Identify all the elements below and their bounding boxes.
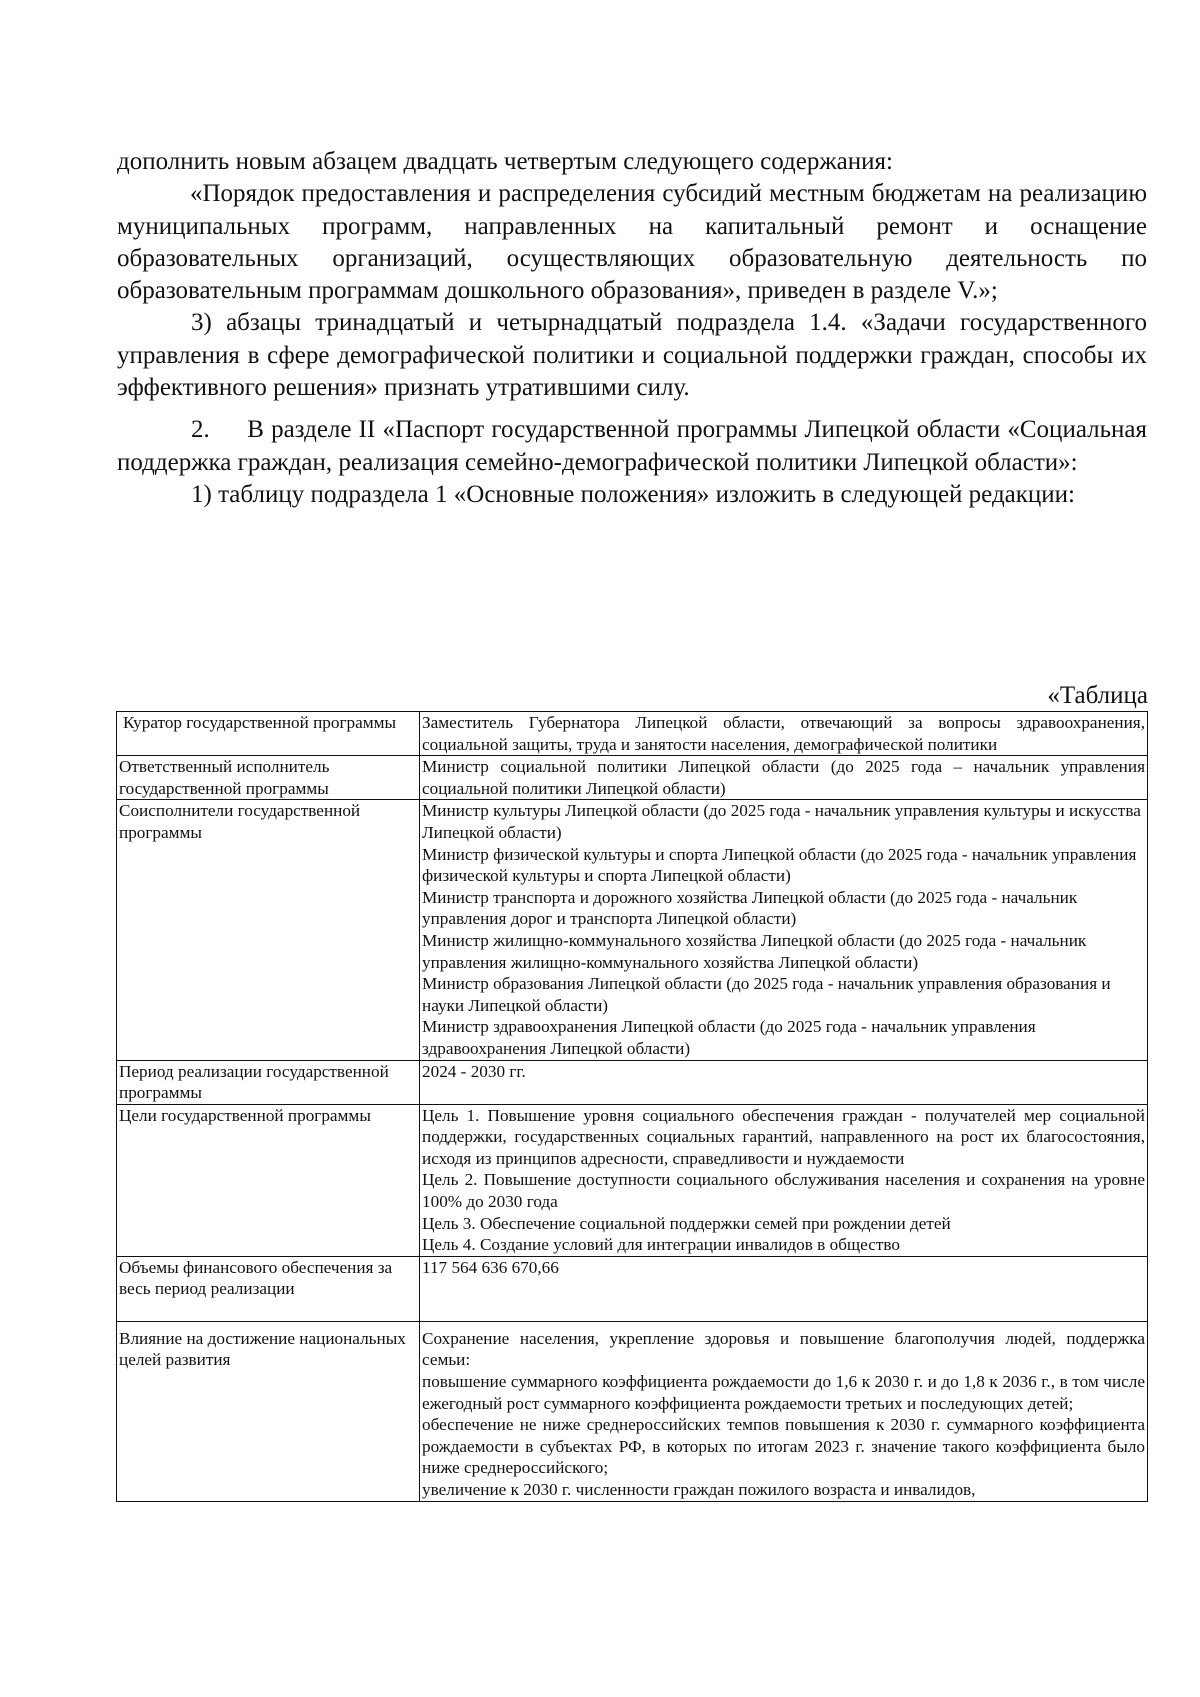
table-row: [117, 800, 1148, 1060]
value-line: 2024 - 2030 гг.: [422, 1061, 526, 1081]
row-value: [420, 800, 1148, 1060]
value-line: Цель 4. Создание условий для интеграции инвалидов в общество: [422, 1235, 900, 1255]
value-line: обеспечение не ниже среднероссийских темпов повышения к 2030 г. суммарного коэффициента рождаемости в субъектах РФ, в которых по итогам 2023 г. значение такого коэффициента было ниже среднероссийского;: [422, 1415, 1145, 1478]
row-value: [420, 1256, 1148, 1321]
table-row: [117, 1256, 1148, 1321]
table-caption: «Таблица: [1047, 682, 1148, 709]
row-label: Влияние на достижение национальных целей развития: [117, 1321, 420, 1501]
value-line: 117 564 636 670,66: [422, 1257, 559, 1277]
value-line: Министр здравоохранения Липецкой области (до 2025 года - начальник управления здравоохранения Липецкой области): [422, 1017, 1036, 1058]
value-line: увеличение к 2030 г. численности граждан пожилого возраста и инвалидов,: [422, 1480, 976, 1499]
row-value: [420, 1321, 1148, 1501]
row-label: Куратор государственной программы: [117, 712, 420, 756]
value-line: Заместитель Губернатора Липецкой области, отвечающий за вопросы здравоохранения, социальной защиты, труда и занятости населения, демографической политики: [422, 713, 1145, 754]
value-line: Министр физической культуры и спорта Липецкой области (до 2025 года - начальник управления физической культуры и спорта Липецкой области): [422, 844, 1137, 886]
value-line: Министр культуры Липецкой области (до 2025 года - начальник управления культуры и искусства Липецкой области): [422, 801, 1141, 842]
table-row: [117, 1060, 1148, 1104]
paragraph-addition-intro: дополнить новым абзацем двадцать четвертым следующего содержания:: [117, 148, 893, 175]
table-row: [117, 1321, 1148, 1501]
paragraph-table-instruction: 1) таблицу подраздела 1 «Основные положения» изложить в следующей редакции:: [191, 480, 1075, 508]
row-label: Период реализации государственной программы: [117, 1060, 420, 1104]
value-line: Министр образования Липецкой области (до 2025 года - начальник управления образования и науки Липецкой области): [422, 974, 1111, 1015]
value-line: Министр жилищно-коммунального хозяйства Липецкой области (до 2025 года - начальник управления жилищно-коммунального хозяйства Липецкой области): [422, 930, 1087, 972]
row-value: [420, 712, 1148, 756]
row-value: [420, 1060, 1148, 1104]
value-line: Министр социальной политики Липецкой области (до 2025 года – начальник управления социальной политики Липецкой области): [422, 757, 1145, 798]
paragraph-section-2: 2. В разделе II «Паспорт государственной программы Липецкой области «Социальная поддержка граждан, реализация семейно-демографической политики Липецкой области»:: [117, 416, 1147, 476]
row-label: Цели государственной программы: [117, 1104, 420, 1256]
value-line: Цель 3. Обеспечение социальной поддержки семей при рождении детей: [422, 1213, 951, 1233]
program-passport-table: [116, 711, 1148, 1502]
value-line: Цель 2. Повышение доступности социального обслуживания населения и сохранения на уровне 100% до 2030 года: [422, 1170, 1145, 1212]
paragraph-item-3: 3) абзацы тринадцатый и четырнадцатый подраздела 1.4. «Задачи государственного управления в сфере демографической политики и социальной поддержки граждан, способы их эффективного решения» признать утратившими силу.: [117, 309, 1147, 402]
document-body: [117, 146, 1147, 511]
value-line: повышение суммарного коэффициента рождаемости до 1,6 к 2030 г. и до 1,8 к 2036 г., в том числе ежегодный рост суммарного коэффициента рождаемости третьих и последующих детей;: [422, 1372, 1145, 1413]
row-value: [420, 756, 1148, 800]
row-value: [420, 1104, 1148, 1256]
value-line: Цель 1. Повышение уровня социального обеспечения граждан - получателей мер социальной поддержки, государственных социальных гарантий, направленного на рост их благосостояния, исходя из принципов адресности, справедливости и нуждаемости: [422, 1105, 1145, 1168]
value-line: Министр транспорта и дорожного хозяйства Липецкой области (до 2025 года - начальник управления дорог и транспорта Липецкой области): [422, 887, 1078, 929]
value-line: Сохранение населения, укрепление здоровья и повышение благополучия людей, поддержка семьи:: [422, 1328, 1145, 1370]
row-label: Объемы финансового обеспечения за весь период реализации: [117, 1256, 420, 1321]
row-label: Ответственный исполнитель государственной программы: [117, 756, 420, 800]
table-row: [117, 712, 1148, 756]
row-label: Соисполнители государственной программы: [117, 800, 420, 1060]
table-row: [117, 756, 1148, 800]
paragraph-subsidy-order: «Порядок предоставления и распределения субсидий местным бюджетам на реализацию муниципальных программ, направленных на капитальный ремонт и оснащение образовательных организаций, осуществляющих образовательную деятельность по образовательным программам дошкольного образования», приведен в разделе V.»;: [117, 180, 1147, 305]
table-row: [117, 1104, 1148, 1256]
